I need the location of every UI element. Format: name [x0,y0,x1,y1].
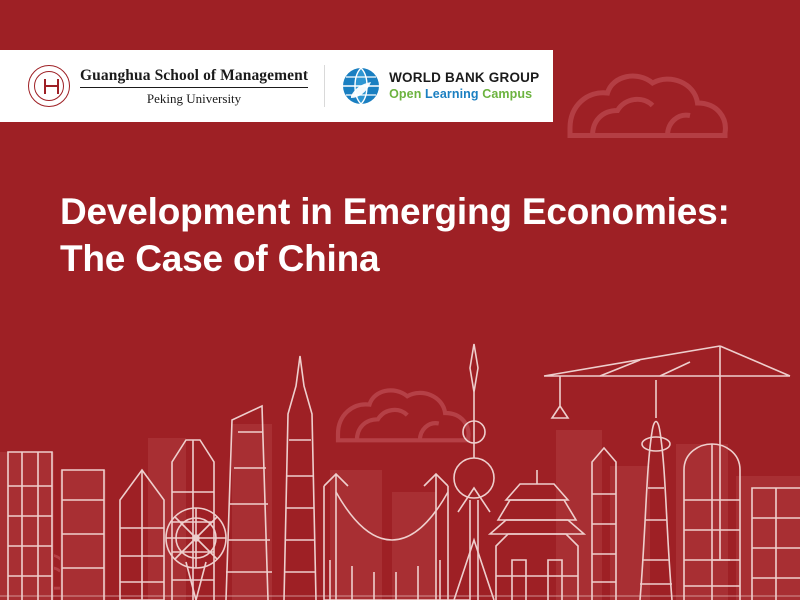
guanghua-school-name: Guanghua School of Management [80,67,308,88]
olc-word-campus: Campus [482,87,533,101]
olc-word-open: Open [389,87,422,101]
olc-word-learning: Learning [425,87,479,101]
logo-divider [324,65,325,107]
slide-title-line-2: The Case of China [60,238,380,279]
world-bank-globe-icon [341,66,381,106]
peking-university-seal-icon [28,65,70,107]
world-bank-logo [341,66,539,106]
guanghua-logo [28,65,308,107]
logo-bar [0,50,553,122]
open-learning-campus-label [389,86,539,102]
slide-title [60,188,760,282]
slide-title-line-1: Development in Emerging Economies: [60,191,730,232]
peking-university-name: Peking University [146,90,242,106]
world-bank-group-label: WORLD BANK GROUP [389,70,540,85]
